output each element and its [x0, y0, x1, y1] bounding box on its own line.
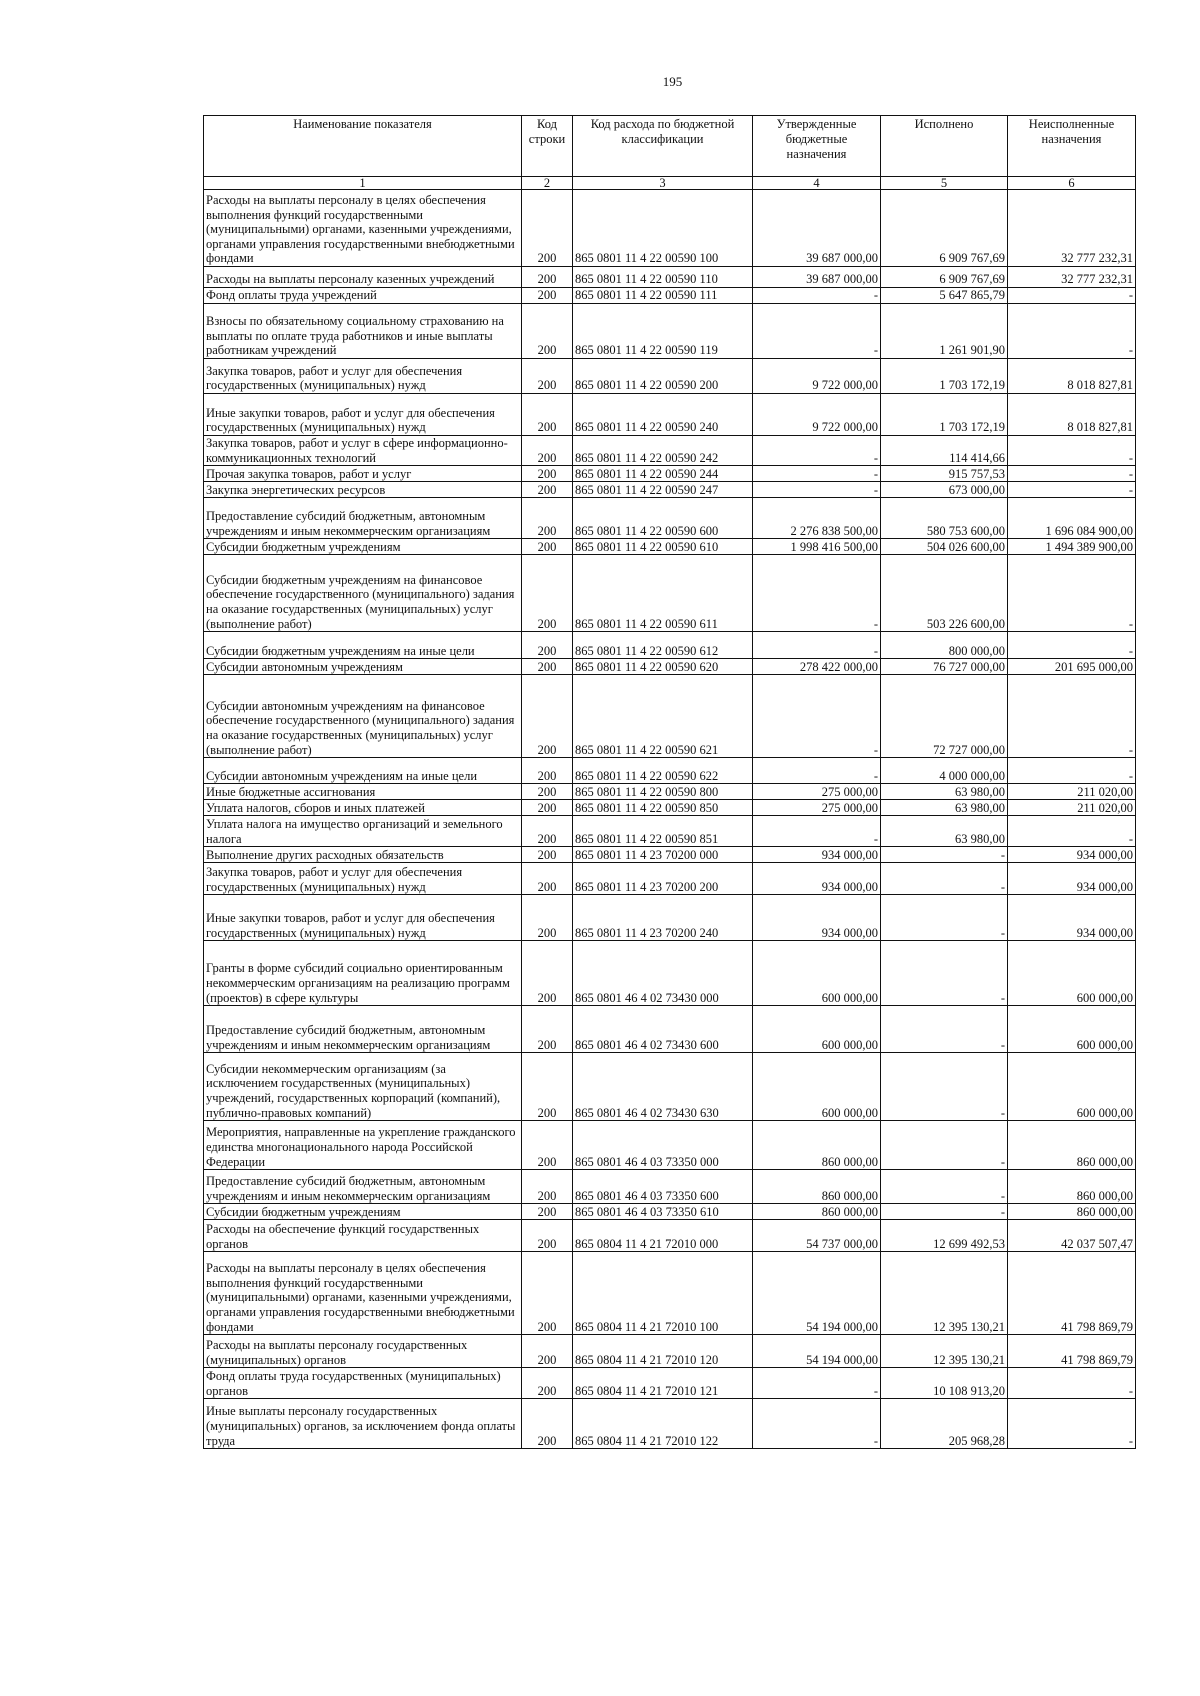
row-line-code: 200: [522, 784, 573, 800]
row-executed: 915 757,53: [881, 466, 1008, 482]
row-name: Субсидии автономным учреждениям: [204, 659, 522, 675]
row-line-code: 200: [522, 816, 573, 847]
table-body: [204, 190, 1136, 1449]
table-row: [204, 1252, 1136, 1335]
row-executed: 63 980,00: [881, 800, 1008, 816]
row-executed: -: [881, 1170, 1008, 1204]
row-name: Предоставление субсидий бюджетным, автономным учреждениям и иным некоммерческим организациям: [204, 1006, 522, 1053]
row-unexecuted: 600 000,00: [1008, 1006, 1136, 1053]
table-row: [204, 1368, 1136, 1399]
row-executed: 504 026 600,00: [881, 539, 1008, 555]
row-name: Расходы на выплаты персоналу в целях обеспечения выполнения функций государственными (муниципальными) органами, казенными учреждениями, органами управления государственными внебюджетными фондами: [204, 1252, 522, 1335]
row-line-code: 200: [522, 1204, 573, 1220]
row-line-code: 200: [522, 1220, 573, 1252]
row-approved: 275 000,00: [753, 800, 881, 816]
row-executed: 63 980,00: [881, 784, 1008, 800]
row-approved: -: [753, 632, 881, 659]
row-line-code: 200: [522, 359, 573, 394]
row-executed: -: [881, 1053, 1008, 1121]
row-expense-code: 865 0801 11 4 22 00590 100: [573, 190, 753, 267]
row-expense-code: 865 0801 11 4 23 70200 240: [573, 895, 753, 941]
row-approved: 39 687 000,00: [753, 267, 881, 288]
row-unexecuted: 934 000,00: [1008, 847, 1136, 863]
row-line-code: 200: [522, 675, 573, 758]
table-row: [204, 784, 1136, 800]
row-unexecuted: -: [1008, 758, 1136, 784]
header-line-code: Код строки: [522, 116, 573, 177]
table-row: [204, 304, 1136, 359]
row-expense-code: 865 0804 11 4 21 72010 122: [573, 1399, 753, 1449]
row-approved: -: [753, 466, 881, 482]
row-name: Закупка товаров, работ и услуг для обеспечения государственных (муниципальных) нужд: [204, 359, 522, 394]
row-executed: 205 968,28: [881, 1399, 1008, 1449]
column-number: 6: [1008, 177, 1136, 190]
row-approved: -: [753, 288, 881, 304]
row-executed: 6 909 767,69: [881, 267, 1008, 288]
row-expense-code: 865 0801 46 4 03 73350 600: [573, 1170, 753, 1204]
row-unexecuted: 32 777 232,31: [1008, 267, 1136, 288]
table-row: [204, 436, 1136, 466]
row-expense-code: 865 0801 11 4 22 00590 110: [573, 267, 753, 288]
table-row: [204, 359, 1136, 394]
row-expense-code: 865 0801 11 4 22 00590 247: [573, 482, 753, 498]
row-executed: 503 226 600,00: [881, 555, 1008, 632]
row-unexecuted: -: [1008, 436, 1136, 466]
row-executed: 800 000,00: [881, 632, 1008, 659]
table-row: [204, 895, 1136, 941]
row-name: Закупка товаров, работ и услуг в сфере информационно-коммуникационных технологий: [204, 436, 522, 466]
row-expense-code: 865 0801 11 4 22 00590 620: [573, 659, 753, 675]
row-unexecuted: 1 494 389 900,00: [1008, 539, 1136, 555]
row-executed: -: [881, 941, 1008, 1006]
row-executed: -: [881, 1204, 1008, 1220]
row-unexecuted: 211 020,00: [1008, 784, 1136, 800]
row-approved: -: [753, 1368, 881, 1399]
row-expense-code: 865 0801 11 4 22 00590 851: [573, 816, 753, 847]
row-line-code: 200: [522, 466, 573, 482]
row-unexecuted: 41 798 869,79: [1008, 1252, 1136, 1335]
table-row: [204, 482, 1136, 498]
row-name: Взносы по обязательному социальному страхованию на выплаты по оплате труда работников и иные выплаты работникам учреждений: [204, 304, 522, 359]
row-approved: 1 998 416 500,00: [753, 539, 881, 555]
row-name: Закупка товаров, работ и услуг для обеспечения государственных (муниципальных) нужд: [204, 863, 522, 895]
row-line-code: 200: [522, 800, 573, 816]
budget-execution-table-wrapper: [203, 115, 1136, 1449]
row-executed: 76 727 000,00: [881, 659, 1008, 675]
table-row: [204, 675, 1136, 758]
row-unexecuted: 41 798 869,79: [1008, 1335, 1136, 1368]
row-executed: 6 909 767,69: [881, 190, 1008, 267]
row-name: Расходы на обеспечение функций государственных органов: [204, 1220, 522, 1252]
row-unexecuted: 860 000,00: [1008, 1121, 1136, 1170]
row-unexecuted: -: [1008, 466, 1136, 482]
column-number: 3: [573, 177, 753, 190]
row-unexecuted: -: [1008, 482, 1136, 498]
table-row: [204, 1053, 1136, 1121]
table-row: [204, 1220, 1136, 1252]
row-approved: 600 000,00: [753, 941, 881, 1006]
row-name: Иные бюджетные ассигнования: [204, 784, 522, 800]
row-unexecuted: 201 695 000,00: [1008, 659, 1136, 675]
row-line-code: 200: [522, 1252, 573, 1335]
table-row: [204, 539, 1136, 555]
row-line-code: 200: [522, 758, 573, 784]
table-header: [204, 116, 1136, 190]
table-row: [204, 190, 1136, 267]
row-expense-code: 865 0801 11 4 22 00590 111: [573, 288, 753, 304]
row-unexecuted: 1 696 084 900,00: [1008, 498, 1136, 539]
table-row: [204, 1335, 1136, 1368]
header-expense-code: Код расхода по бюджетной классификации: [573, 116, 753, 177]
row-expense-code: 865 0801 11 4 23 70200 000: [573, 847, 753, 863]
column-number-row: [204, 177, 1136, 190]
row-executed: -: [881, 1006, 1008, 1053]
row-line-code: 200: [522, 632, 573, 659]
row-line-code: 200: [522, 482, 573, 498]
budget-execution-table: [203, 115, 1136, 1449]
row-unexecuted: 600 000,00: [1008, 1053, 1136, 1121]
row-expense-code: 865 0801 11 4 22 00590 119: [573, 304, 753, 359]
row-executed: 4 000 000,00: [881, 758, 1008, 784]
row-executed: -: [881, 863, 1008, 895]
row-name: Закупка энергетических ресурсов: [204, 482, 522, 498]
row-executed: -: [881, 1121, 1008, 1170]
table-row: [204, 758, 1136, 784]
row-line-code: 200: [522, 941, 573, 1006]
table-row: [204, 816, 1136, 847]
row-line-code: 200: [522, 1170, 573, 1204]
row-approved: -: [753, 436, 881, 466]
row-unexecuted: -: [1008, 555, 1136, 632]
row-approved: 2 276 838 500,00: [753, 498, 881, 539]
row-expense-code: 865 0801 11 4 22 00590 610: [573, 539, 753, 555]
row-line-code: 200: [522, 436, 573, 466]
table-row: [204, 498, 1136, 539]
row-expense-code: 865 0801 11 4 22 00590 200: [573, 359, 753, 394]
row-unexecuted: 934 000,00: [1008, 895, 1136, 941]
row-name: Выполнение других расходных обязательств: [204, 847, 522, 863]
table-row: [204, 941, 1136, 1006]
row-approved: 39 687 000,00: [753, 190, 881, 267]
table-row: [204, 1204, 1136, 1220]
row-name: Расходы на выплаты персоналу казенных учреждений: [204, 267, 522, 288]
row-executed: 1 261 901,90: [881, 304, 1008, 359]
row-approved: 860 000,00: [753, 1121, 881, 1170]
row-line-code: 200: [522, 190, 573, 267]
table-row: [204, 800, 1136, 816]
row-executed: 10 108 913,20: [881, 1368, 1008, 1399]
row-approved: 278 422 000,00: [753, 659, 881, 675]
row-unexecuted: -: [1008, 288, 1136, 304]
row-expense-code: 865 0804 11 4 21 72010 100: [573, 1252, 753, 1335]
row-executed: 580 753 600,00: [881, 498, 1008, 539]
header-approved: Утвержденные бюджетные назначения: [753, 116, 881, 177]
row-approved: -: [753, 1399, 881, 1449]
row-expense-code: 865 0801 11 4 22 00590 240: [573, 394, 753, 436]
row-approved: 600 000,00: [753, 1006, 881, 1053]
column-number: 5: [881, 177, 1008, 190]
row-executed: 63 980,00: [881, 816, 1008, 847]
row-unexecuted: 860 000,00: [1008, 1204, 1136, 1220]
row-expense-code: 865 0801 46 4 03 73350 610: [573, 1204, 753, 1220]
row-line-code: 200: [522, 304, 573, 359]
row-unexecuted: -: [1008, 304, 1136, 359]
row-line-code: 200: [522, 1368, 573, 1399]
row-approved: 934 000,00: [753, 847, 881, 863]
row-expense-code: 865 0801 11 4 23 70200 200: [573, 863, 753, 895]
row-name: Расходы на выплаты персоналу в целях обеспечения выполнения функций государственными (муниципальными) органами, казенными учреждениями, органами управления государственными внебюджетными фондами: [204, 190, 522, 267]
row-expense-code: 865 0801 46 4 02 73430 000: [573, 941, 753, 1006]
row-unexecuted: 600 000,00: [1008, 941, 1136, 1006]
row-name: Предоставление субсидий бюджетным, автономным учреждениям и иным некоммерческим организациям: [204, 1170, 522, 1204]
row-executed: -: [881, 895, 1008, 941]
table-row: [204, 555, 1136, 632]
row-line-code: 200: [522, 1006, 573, 1053]
row-expense-code: 865 0804 11 4 21 72010 120: [573, 1335, 753, 1368]
row-expense-code: 865 0804 11 4 21 72010 000: [573, 1220, 753, 1252]
row-executed: 72 727 000,00: [881, 675, 1008, 758]
row-line-code: 200: [522, 895, 573, 941]
row-executed: -: [881, 847, 1008, 863]
row-expense-code: 865 0801 11 4 22 00590 850: [573, 800, 753, 816]
row-unexecuted: 934 000,00: [1008, 863, 1136, 895]
row-executed: 12 395 130,21: [881, 1335, 1008, 1368]
row-approved: -: [753, 555, 881, 632]
row-unexecuted: 860 000,00: [1008, 1170, 1136, 1204]
row-expense-code: 865 0801 46 4 02 73430 630: [573, 1053, 753, 1121]
row-approved: 54 737 000,00: [753, 1220, 881, 1252]
table-row: [204, 288, 1136, 304]
row-name: Субсидии автономным учреждениям на иные цели: [204, 758, 522, 784]
row-executed: 673 000,00: [881, 482, 1008, 498]
table-row: [204, 1121, 1136, 1170]
header-indicator-name: Наименование показателя: [204, 116, 522, 177]
row-name: Гранты в форме субсидий социально ориентированным некоммерческим организациям на реализацию программ (проектов) в сфере культуры: [204, 941, 522, 1006]
row-line-code: 200: [522, 863, 573, 895]
row-approved: 934 000,00: [753, 895, 881, 941]
header-executed: Исполнено: [881, 116, 1008, 177]
row-name: Субсидии бюджетным учреждениям: [204, 539, 522, 555]
row-name: Иные закупки товаров, работ и услуг для обеспечения государственных (муниципальных) нужд: [204, 895, 522, 941]
row-expense-code: 865 0801 46 4 02 73430 600: [573, 1006, 753, 1053]
row-name: Фонд оплаты труда государственных (муниципальных) органов: [204, 1368, 522, 1399]
row-executed: 1 703 172,19: [881, 359, 1008, 394]
row-executed: 5 647 865,79: [881, 288, 1008, 304]
row-approved: 934 000,00: [753, 863, 881, 895]
row-line-code: 200: [522, 555, 573, 632]
row-approved: -: [753, 304, 881, 359]
row-expense-code: 865 0801 11 4 22 00590 242: [573, 436, 753, 466]
row-name: Иные выплаты персоналу государственных (муниципальных) органов, за исключением фонда оплаты труда: [204, 1399, 522, 1449]
row-approved: 9 722 000,00: [753, 359, 881, 394]
table-row: [204, 1006, 1136, 1053]
row-expense-code: 865 0801 11 4 22 00590 612: [573, 632, 753, 659]
header-row: [204, 116, 1136, 177]
row-approved: 54 194 000,00: [753, 1335, 881, 1368]
row-unexecuted: -: [1008, 816, 1136, 847]
row-name: Субсидии бюджетным учреждениям на финансовое обеспечение государственного (муниципального) задания на оказание государственных (муниципальных) услуг (выполнение работ): [204, 555, 522, 632]
row-expense-code: 865 0801 11 4 22 00590 244: [573, 466, 753, 482]
row-expense-code: 865 0804 11 4 21 72010 121: [573, 1368, 753, 1399]
row-line-code: 200: [522, 267, 573, 288]
row-approved: 9 722 000,00: [753, 394, 881, 436]
row-line-code: 200: [522, 1053, 573, 1121]
table-row: [204, 267, 1136, 288]
row-name: Субсидии бюджетным учреждениям на иные цели: [204, 632, 522, 659]
table-row: [204, 394, 1136, 436]
row-executed: 12 699 492,53: [881, 1220, 1008, 1252]
row-name: Предоставление субсидий бюджетным, автономным учреждениям и иным некоммерческим организациям: [204, 498, 522, 539]
row-executed: 12 395 130,21: [881, 1252, 1008, 1335]
table-row: [204, 1170, 1136, 1204]
row-name: Фонд оплаты труда учреждений: [204, 288, 522, 304]
row-unexecuted: 211 020,00: [1008, 800, 1136, 816]
row-line-code: 200: [522, 288, 573, 304]
row-line-code: 200: [522, 539, 573, 555]
row-expense-code: 865 0801 11 4 22 00590 800: [573, 784, 753, 800]
row-expense-code: 865 0801 11 4 22 00590 600: [573, 498, 753, 539]
row-name: Уплата налогов, сборов и иных платежей: [204, 800, 522, 816]
row-unexecuted: 32 777 232,31: [1008, 190, 1136, 267]
row-name: Субсидии некоммерческим организациям (за исключением государственных (муниципальных) учреждений, государственных корпораций (компаний), публично-правовых компаний): [204, 1053, 522, 1121]
row-line-code: 200: [522, 394, 573, 436]
table-row: [204, 466, 1136, 482]
row-expense-code: 865 0801 11 4 22 00590 622: [573, 758, 753, 784]
table-row: [204, 847, 1136, 863]
header-unexecuted: Неисполненные назначения: [1008, 116, 1136, 177]
row-name: Субсидии автономным учреждениям на финансовое обеспечение государственного (муниципального) задания на оказание государственных (муниципальных) услуг (выполнение работ): [204, 675, 522, 758]
row-name: Субсидии бюджетным учреждениям: [204, 1204, 522, 1220]
row-approved: 54 194 000,00: [753, 1252, 881, 1335]
row-approved: -: [753, 758, 881, 784]
column-number: 2: [522, 177, 573, 190]
row-executed: 1 703 172,19: [881, 394, 1008, 436]
row-approved: 860 000,00: [753, 1204, 881, 1220]
row-executed: 114 414,66: [881, 436, 1008, 466]
row-unexecuted: -: [1008, 632, 1136, 659]
row-line-code: 200: [522, 1121, 573, 1170]
row-line-code: 200: [522, 659, 573, 675]
row-expense-code: 865 0801 11 4 22 00590 621: [573, 675, 753, 758]
column-number: 4: [753, 177, 881, 190]
table-row: [204, 632, 1136, 659]
table-row: [204, 659, 1136, 675]
row-unexecuted: -: [1008, 1399, 1136, 1449]
table-row: [204, 863, 1136, 895]
row-unexecuted: -: [1008, 675, 1136, 758]
row-line-code: 200: [522, 847, 573, 863]
row-unexecuted: 8 018 827,81: [1008, 359, 1136, 394]
row-name: Прочая закупка товаров, работ и услуг: [204, 466, 522, 482]
row-unexecuted: -: [1008, 1368, 1136, 1399]
row-approved: 275 000,00: [753, 784, 881, 800]
row-expense-code: 865 0801 46 4 03 73350 000: [573, 1121, 753, 1170]
row-name: Иные закупки товаров, работ и услуг для обеспечения государственных (муниципальных) нужд: [204, 394, 522, 436]
column-number: 1: [204, 177, 522, 190]
row-expense-code: 865 0801 11 4 22 00590 611: [573, 555, 753, 632]
row-unexecuted: 8 018 827,81: [1008, 394, 1136, 436]
row-approved: -: [753, 675, 881, 758]
row-name: Уплата налога на имущество организаций и земельного налога: [204, 816, 522, 847]
row-line-code: 200: [522, 1335, 573, 1368]
row-approved: -: [753, 816, 881, 847]
row-line-code: 200: [522, 1399, 573, 1449]
row-name: Расходы на выплаты персоналу государственных (муниципальных) органов: [204, 1335, 522, 1368]
row-approved: -: [753, 482, 881, 498]
row-unexecuted: 42 037 507,47: [1008, 1220, 1136, 1252]
row-approved: 860 000,00: [753, 1170, 881, 1204]
row-approved: 600 000,00: [753, 1053, 881, 1121]
page-number: 195: [662, 74, 683, 89]
row-name: Мероприятия, направленные на укрепление гражданского единства многонационального народа Российской Федерации: [204, 1121, 522, 1170]
table-row: [204, 1399, 1136, 1449]
row-line-code: 200: [522, 498, 573, 539]
